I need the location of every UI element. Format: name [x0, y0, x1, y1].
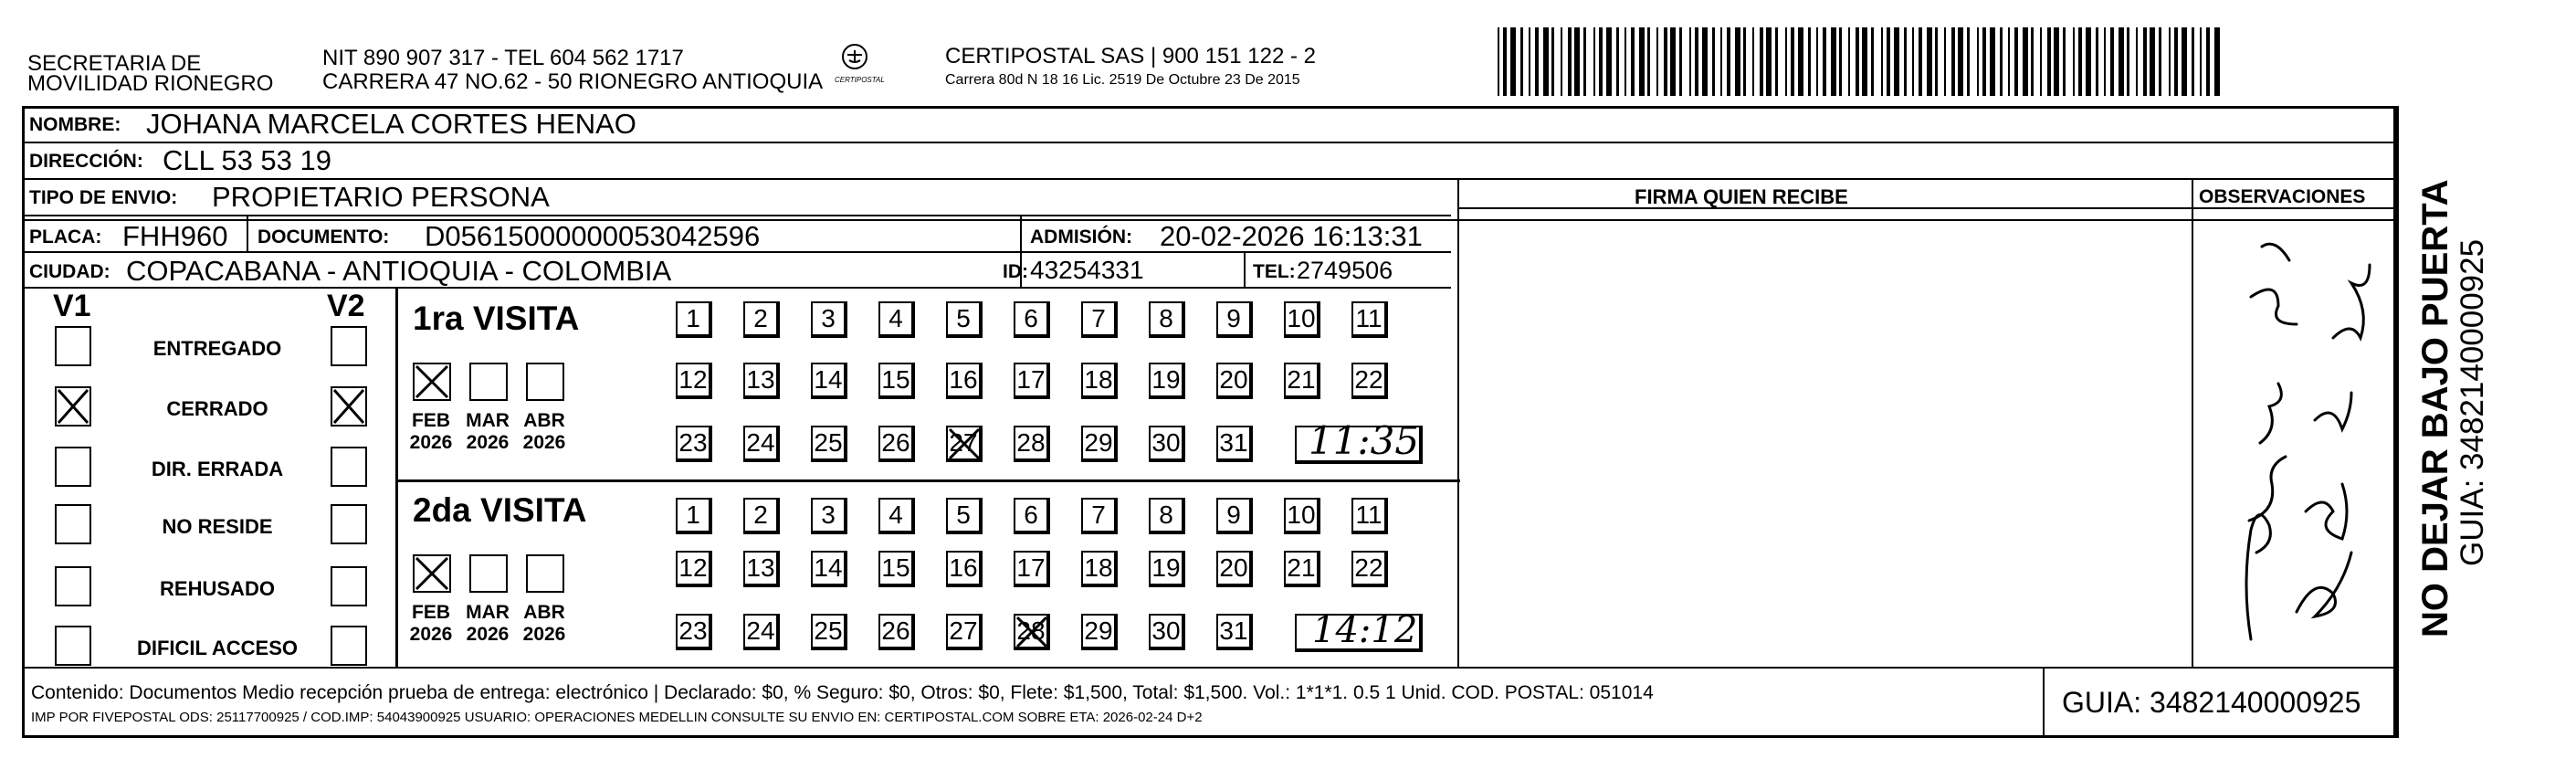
day-box[interactable]: 31 — [1216, 614, 1253, 650]
admission-label: ADMISIÓN: — [1030, 226, 1132, 248]
name-label: NOMBRE: — [29, 114, 121, 135]
visit1-title: 1ra VISITA — [413, 300, 580, 337]
day-box[interactable]: 19 — [1149, 551, 1185, 587]
day-box[interactable]: 15 — [878, 551, 915, 587]
day-box[interactable]: 22 — [1351, 363, 1388, 399]
day-box[interactable]: 10 — [1284, 301, 1320, 338]
city-value: COPACABANA - ANTIOQUIA - COLOMBIA — [126, 255, 672, 287]
day-box[interactable]: 14 — [811, 551, 847, 587]
day-box[interactable]: 19 — [1149, 363, 1185, 399]
city-label: CIUDAD: — [29, 261, 110, 282]
status-reason-label: DIR. ERRADA — [151, 458, 284, 480]
day-box[interactable]: 8 — [1149, 498, 1185, 534]
side-guia: GUIA: 3482140000925 — [2455, 238, 2490, 566]
month-label: ABR 2026 — [522, 410, 566, 454]
day-box[interactable]: 18 — [1081, 363, 1118, 399]
document-value: D05615000000053042596 — [425, 220, 761, 252]
day-box[interactable]: 23 — [676, 426, 712, 462]
day-box[interactable]: 27 — [946, 614, 983, 650]
day-box[interactable]: 12 — [676, 551, 712, 587]
day-box[interactable]: 26 — [878, 614, 915, 650]
month-label: MAR 2026 — [466, 410, 510, 454]
day-box[interactable]: 3 — [811, 498, 847, 534]
day-box[interactable]: 21 — [1284, 551, 1320, 587]
visit2-time: 14:12 — [1312, 609, 1418, 651]
x-mark — [1017, 617, 1046, 647]
day-box[interactable]: 8 — [1149, 301, 1185, 338]
org-name-line2: MOVILIDAD RIONEGRO — [27, 71, 274, 96]
day-box[interactable]: 17 — [1014, 363, 1050, 399]
logo-text: CERTIPOSTAL — [835, 76, 885, 84]
plate-value: FHH960 — [122, 220, 228, 252]
day-box[interactable]: 31 — [1216, 426, 1253, 462]
day-box[interactable]: 17 — [1014, 551, 1050, 587]
day-box[interactable]: 24 — [743, 426, 780, 462]
day-box[interactable]: 4 — [878, 301, 915, 338]
nit-line: NIT 890 907 317 - TEL 604 562 1717 — [322, 46, 684, 70]
day-box[interactable]: 25 — [811, 614, 847, 650]
courier-line1: CERTIPOSTAL SAS | 900 151 122 - 2 — [945, 44, 1316, 68]
day-box[interactable]: 11 — [1351, 301, 1388, 338]
day-box[interactable]: 12 — [676, 363, 712, 399]
month-label: FEB 2026 — [409, 410, 453, 454]
day-box[interactable]: 15 — [878, 363, 915, 399]
month-label: ABR 2026 — [522, 602, 566, 646]
x-mark — [58, 390, 88, 423]
day-box[interactable]: 14 — [811, 363, 847, 399]
day-box[interactable]: 16 — [946, 551, 983, 587]
observations-header: OBSERVACIONES — [2199, 186, 2366, 207]
document-label: DOCUMENTO: — [258, 226, 390, 248]
day-box[interactable]: 13 — [743, 363, 780, 399]
day-box[interactable]: 4 — [878, 498, 915, 534]
signature-header: FIRMA QUIEN RECIBE — [1635, 185, 1848, 208]
address-label: DIRECCIÓN: — [29, 151, 143, 172]
footer-guia: GUIA: 3482140000925 — [2062, 686, 2361, 719]
v2-label: V2 — [327, 289, 365, 323]
day-box[interactable]: 2 — [743, 301, 780, 338]
status-reason-label: ENTREGADO — [152, 337, 282, 360]
v1-label: V1 — [53, 289, 91, 323]
visit1-time: 11:35 — [1309, 418, 1420, 463]
day-box[interactable]: 7 — [1081, 498, 1118, 534]
day-box[interactable]: 9 — [1216, 301, 1253, 338]
day-box[interactable]: 20 — [1216, 551, 1253, 587]
address-line: CARRERA 47 NO.62 - 50 RIONEGRO ANTIOQUIA — [322, 69, 824, 94]
recipient-address: CLL 53 53 19 — [163, 144, 332, 176]
no-dejar-warning: NO DEJAR BAJO PUERTA — [2415, 179, 2455, 637]
tel-label: TEL: — [1253, 261, 1296, 282]
courier-line2: Carrera 80d N 18 16 Lic. 2519 De Octubre 23 De 2015 — [945, 72, 1300, 88]
plate-label: PLACA: — [29, 226, 102, 248]
day-box[interactable]: 6 — [1014, 301, 1050, 338]
day-box[interactable]: 30 — [1149, 614, 1185, 650]
day-box[interactable]: 27 — [946, 426, 983, 462]
footer-print-info: IMP POR FIVEPOSTAL ODS: 25117700925 / COD.IMP: 54043900925 USUARIO: OPERACIONES MEDELLIN CONSULTE SU ENVIO EN: CERTIPOSTAL.COM SOBRE ETA: 2026-02-24 D+2 — [31, 710, 1203, 725]
day-box[interactable]: 26 — [878, 426, 915, 462]
recipient-name: JOHANA MARCELA CORTES HENAO — [146, 108, 636, 140]
day-box[interactable]: 1 — [676, 498, 712, 534]
day-box[interactable]: 16 — [946, 363, 983, 399]
id-label: ID: — [1003, 261, 1028, 282]
x-mark — [950, 429, 979, 458]
day-box[interactable]: 2 — [743, 498, 780, 534]
day-box[interactable]: 29 — [1081, 426, 1118, 462]
shipment-type-label: TIPO DE ENVIO: — [29, 187, 178, 208]
month-label: FEB 2026 — [409, 602, 453, 646]
day-box[interactable]: 29 — [1081, 614, 1118, 650]
day-box[interactable]: 18 — [1081, 551, 1118, 587]
day-box[interactable]: 5 — [946, 301, 983, 338]
day-box[interactable]: 6 — [1014, 498, 1050, 534]
shipment-type: PROPIETARIO PERSONA — [212, 181, 550, 213]
day-box[interactable]: 21 — [1284, 363, 1320, 399]
status-reason-label: NO RESIDE — [162, 515, 273, 538]
day-box[interactable]: 25 — [811, 426, 847, 462]
tel-value: 2749506 — [1297, 257, 1393, 284]
day-box[interactable]: 11 — [1351, 498, 1388, 534]
day-box[interactable]: 30 — [1149, 426, 1185, 462]
day-box[interactable]: 3 — [811, 301, 847, 338]
day-box[interactable]: 7 — [1081, 301, 1118, 338]
day-box[interactable]: 10 — [1284, 498, 1320, 534]
status-reason-label: DIFICIL ACCESO — [136, 637, 298, 659]
org-name-line1: SECRETARIA DE — [27, 51, 202, 76]
day-box[interactable]: 13 — [743, 551, 780, 587]
x-mark — [416, 366, 447, 397]
day-box[interactable]: 28 — [1014, 426, 1050, 462]
status-reason-label: REHUSADO — [160, 577, 275, 600]
day-box[interactable]: 23 — [676, 614, 712, 650]
status-reason-label: CERRADO — [166, 397, 268, 420]
admission-value: 20-02-2026 16:13:31 — [1160, 220, 1423, 252]
visit2-title: 2da VISITA — [413, 491, 587, 529]
x-mark — [416, 558, 447, 589]
footer-contents: Contenido: Documentos Medio recepción prueba de entrega: electrónico | Declarado: $0, % Seguro: $0, Otros: $0, Flete: $1,500, Total: $1,500. Vol.: 1*1*1. 0.5 1 Unid. COD. POSTAL: 051014 — [31, 682, 1654, 703]
x-mark — [334, 390, 363, 423]
day-box[interactable]: 5 — [946, 498, 983, 534]
day-box[interactable]: 28 — [1014, 614, 1050, 650]
day-box[interactable]: 22 — [1351, 551, 1388, 587]
id-value: 43254331 — [1030, 256, 1144, 284]
day-box[interactable]: 20 — [1216, 363, 1253, 399]
day-box[interactable]: 1 — [676, 301, 712, 338]
day-box[interactable]: 9 — [1216, 498, 1253, 534]
day-box[interactable]: 24 — [743, 614, 780, 650]
month-label: MAR 2026 — [466, 602, 510, 646]
